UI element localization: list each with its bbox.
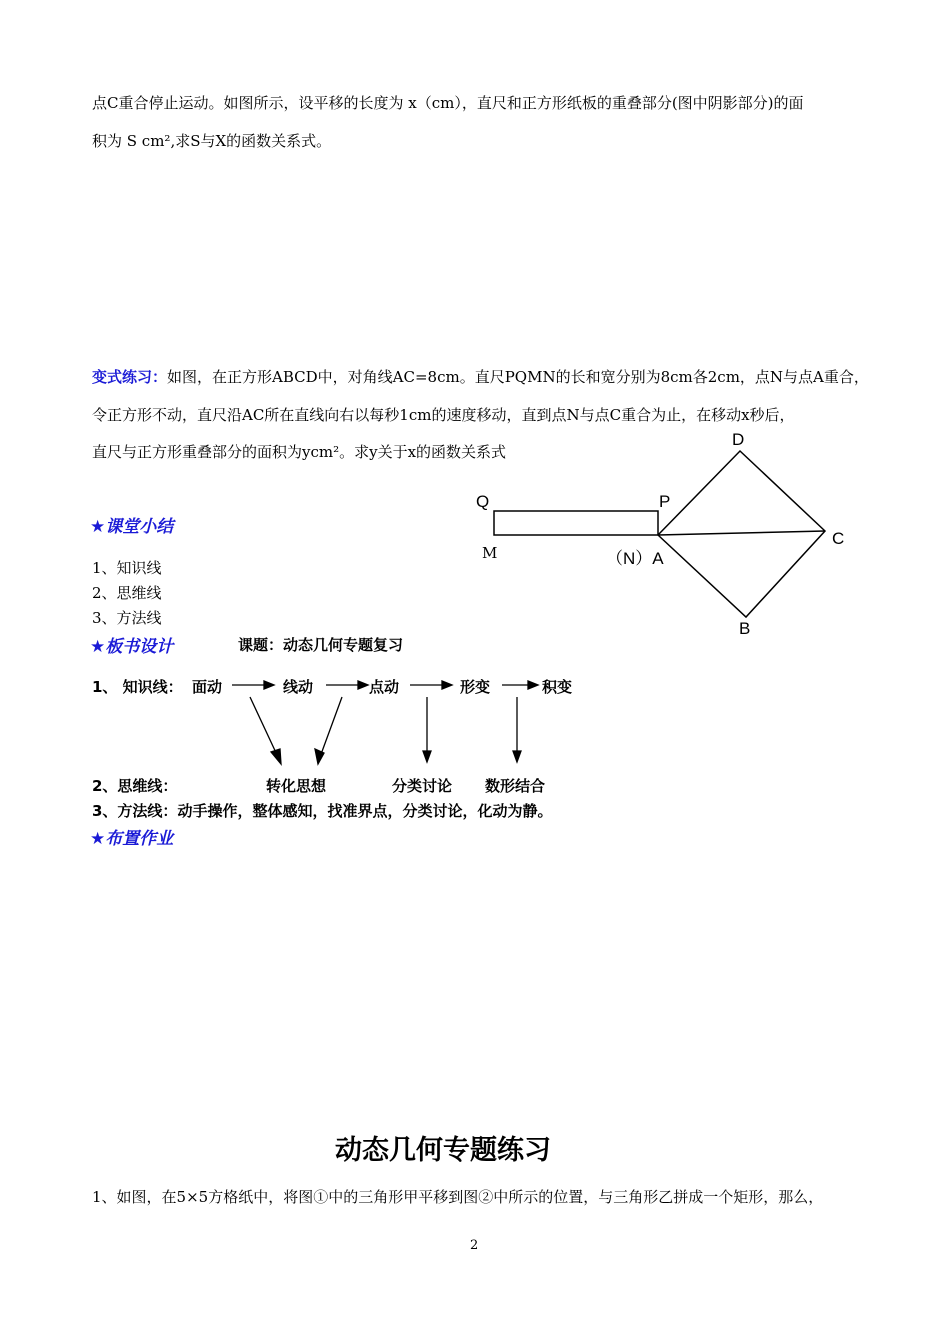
- flow-item-4: 形变: [460, 678, 491, 696]
- summary-heading: ★课堂小结: [90, 517, 174, 537]
- summary-item-3: 3、方法线: [92, 609, 162, 627]
- thinking-item-1: 转化思想: [266, 777, 327, 795]
- flow-item-3: 点动: [369, 678, 400, 696]
- variant-line-3: 直尺与正方形重叠部分的面积为ycm²。求y关于x的函数关系式: [92, 443, 507, 461]
- thinking-prefix: 2、思维线：: [92, 777, 178, 795]
- diagonal-ac: [658, 531, 825, 535]
- practice-q1: 1、如图，在5×5方格纸中，将图①中的三角形甲平移到图②中所示的位置，与三角形乙拼成一个矩形，那么，: [92, 1188, 824, 1206]
- board-topic: 课题：动态几何专题复习: [238, 636, 404, 654]
- label-m: M: [482, 544, 498, 562]
- label-p: P: [659, 492, 671, 511]
- thinking-item-3: 数形结合: [485, 777, 546, 795]
- method-line: 3、方法线：动手操作，整体感知，找准界点，分类讨论，化动为静。: [92, 802, 553, 820]
- variant-line-2: 令正方形不动，直尺沿AC所在直线向右以每秒1cm的速度移动，直到点N与点C重合为止，在移动x秒后，: [92, 406, 795, 424]
- variant-heading: 变式练习：: [92, 368, 168, 386]
- flow-item-2: 线动: [283, 678, 314, 696]
- flow-item-1: 面动: [192, 678, 223, 696]
- summary-item-2: 2、思维线: [92, 584, 162, 602]
- variant-text-1: 如图，在正方形ABCD中，对角线AC=8cm。直尺PQMN的长和宽分别为8cm各2cm，点N与点A重合，: [167, 368, 869, 386]
- practice-title: 动态几何专题练习: [335, 1135, 551, 1166]
- label-na: （N）A: [606, 549, 664, 568]
- label-q: Q: [476, 492, 490, 511]
- board-heading: ★板书设计: [90, 637, 174, 657]
- label-d: D: [732, 430, 745, 449]
- label-b: B: [739, 619, 751, 638]
- page-number: 2: [470, 1238, 479, 1253]
- label-c: C: [832, 529, 845, 548]
- thinking-item-2: 分类讨论: [392, 777, 453, 795]
- summary-item-1: 1、知识线: [92, 559, 162, 577]
- knowledge-prefix: 1、 知识线：: [92, 678, 183, 696]
- ruler-pqmn: [494, 511, 658, 535]
- flow-item-5: 积变: [542, 678, 573, 696]
- intro-line-1: 点C重合停止运动。如图所示，设平移的长度为 x（cm），直尺和正方形纸板的重叠部分(图中阴影部分)的面: [92, 94, 804, 112]
- intro-line-2: 积为 S cm²,求S与X的函数关系式。: [92, 132, 332, 150]
- homework-heading: ★布置作业: [90, 829, 174, 849]
